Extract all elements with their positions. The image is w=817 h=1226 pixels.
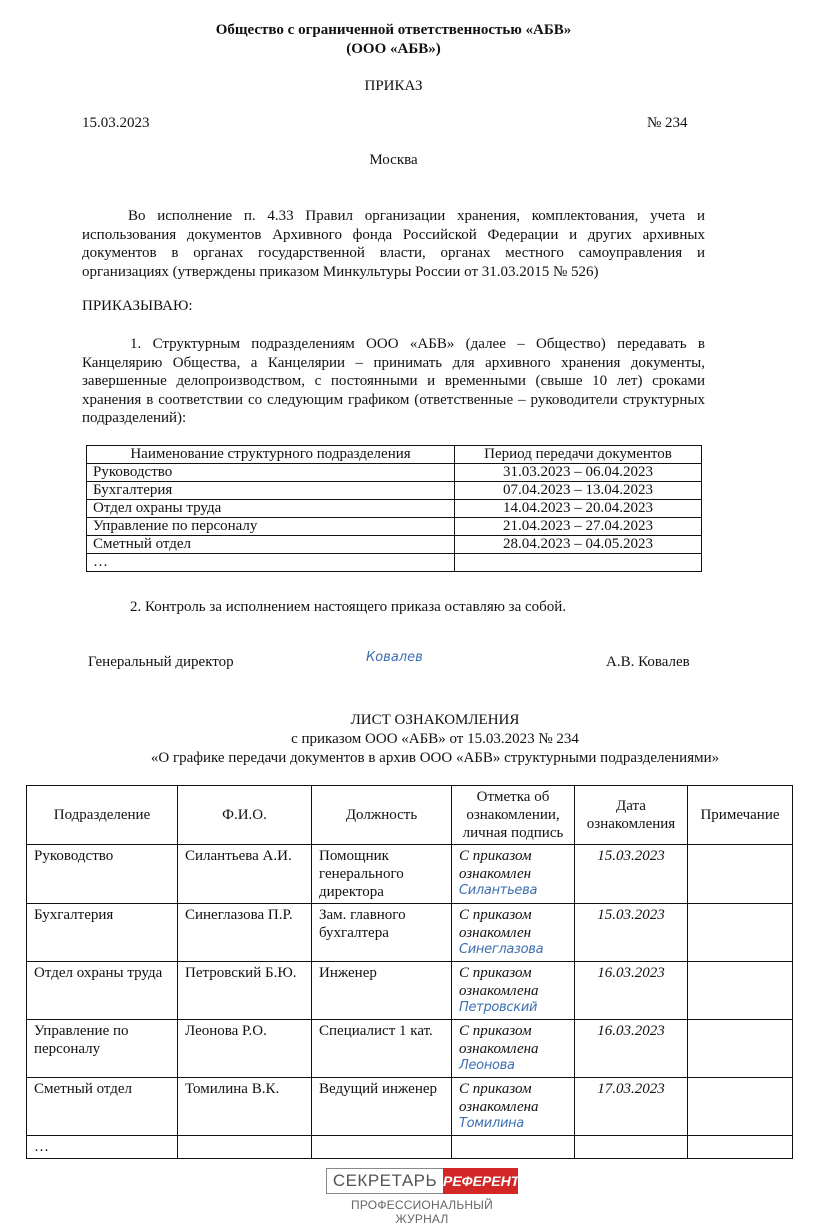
ack-dept: Руководство <box>27 845 178 904</box>
ack-fio: Петровский Б.Ю. <box>178 962 312 1020</box>
ack-signature: Синеглазова <box>459 942 544 957</box>
schedule-row <box>87 536 702 554</box>
org-full-name: Общество с ограниченной ответственностью «АБВ» <box>215 22 572 38</box>
schedule-period: 14.04.2023 – 20.04.2023 <box>455 500 702 518</box>
ack-position: Инженер <box>312 962 452 1020</box>
ack-note <box>688 962 793 1020</box>
ack-signature: Силантьева <box>459 883 538 898</box>
order-item-2: 2. Контроль за исполнением настоящего приказа оставляю за собой. <box>130 599 567 615</box>
order-word: ПРИКАЗЫВАЮ: <box>82 298 193 314</box>
ack-dept: Бухгалтерия <box>27 904 178 962</box>
schedule-period <box>455 554 702 572</box>
preamble-text: Во исполнение п. 4.33 Правил организации хранения, комплектования, учета и использования документов Архивного фонда Российской Федерации и других архивных документов в органах государственной власти, органах местного самоуправления и организациях (утверждены приказом Минкультуры России от 31.03.2015 № 526) <box>82 208 705 280</box>
signer-position: Генеральный директор <box>88 654 234 670</box>
ack-signature: Леонова <box>459 1058 515 1073</box>
schedule-row <box>87 554 702 572</box>
ack-date: 15.03.2023 <box>575 845 688 904</box>
ack-signature: Томилина <box>459 1116 524 1131</box>
ack-date: 17.03.2023 <box>575 1078 688 1136</box>
order-item-1: 1. Структурным подразделениям ООО «АБВ» (далее – Общество) передавать в Канцелярию Общества, а Канцелярии – принимать для архивного хранения документы, завершенные делопроизводством, с постоянными и временными (свыше 10 лет) сроками хранения в соответствии со следующим графиком (ответственные – руководители структурных подразделений): <box>82 336 705 426</box>
ack-date: 16.03.2023 <box>575 1020 688 1078</box>
ack-date: 15.03.2023 <box>575 904 688 962</box>
ack-row <box>27 845 793 904</box>
ack-header-date: Дата ознакомления <box>575 786 688 845</box>
ack-mark-cell <box>452 1020 575 1078</box>
ack-header-row <box>27 786 793 845</box>
ack-dept: Управление по персоналу <box>27 1020 178 1078</box>
ack-mark-cell <box>452 1078 575 1136</box>
handwritten-signature: Ковалев <box>366 650 423 665</box>
ack-header-fio: Ф.И.О. <box>178 786 312 845</box>
schedule-dept: … <box>87 554 455 572</box>
ack-mark: С приказом ознакомлен <box>459 907 532 941</box>
ack-position: Помощник генерального директора <box>312 845 452 904</box>
schedule-period: 31.03.2023 – 06.04.2023 <box>455 464 702 482</box>
schedule-header-period: Период передачи документов <box>455 446 702 464</box>
ack-mark: С приказом ознакомлена <box>459 965 539 999</box>
ack-fio: Синеглазова П.Р. <box>178 904 312 962</box>
schedule-header-dept: Наименование структурного подразделения <box>87 446 455 464</box>
ack-note <box>688 1020 793 1078</box>
ack-position: Ведущий инженер <box>312 1078 452 1136</box>
schedule-dept: Сметный отдел <box>87 536 455 554</box>
ack-row <box>27 1020 793 1078</box>
ack-fio: Силантьева А.И. <box>178 845 312 904</box>
schedule-dept: Бухгалтерия <box>87 482 455 500</box>
ack-note <box>688 1078 793 1136</box>
logo-right-text: РЕФЕРЕНТ <box>443 1168 518 1194</box>
ack-row <box>27 1078 793 1136</box>
schedule-row <box>87 500 702 518</box>
schedule-row <box>87 518 702 536</box>
ack-mark: С приказом ознакомлена <box>459 1023 539 1057</box>
order-date: 15.03.2023 <box>82 115 150 131</box>
ack-ellipsis: … <box>27 1136 178 1159</box>
journal-logo <box>326 1168 518 1194</box>
schedule-period: 21.04.2023 – 27.04.2023 <box>455 518 702 536</box>
ack-header-dept: Подразделение <box>27 786 178 845</box>
ack-date: 16.03.2023 <box>575 962 688 1020</box>
ack-mark-cell <box>452 845 575 904</box>
signer-name: А.В. Ковалев <box>606 654 690 670</box>
ack-mark: С приказом ознакомлен <box>459 848 532 882</box>
org-short-name: (ООО «АБВ») <box>346 41 441 57</box>
ack-table <box>26 785 793 1159</box>
ack-subtitle: с приказом ООО «АБВ» от 15.03.2023 № 234 <box>291 731 579 747</box>
ack-row <box>27 904 793 962</box>
ack-header-mark: Отметка об ознакомлении, личная подпись <box>452 786 575 845</box>
doc-type: ПРИКАЗ <box>364 78 423 94</box>
ack-title: ЛИСТ ОЗНАКОМЛЕНИЯ <box>350 712 520 728</box>
ack-subject: «О графике передачи документов в архив ООО «АБВ» структурными подразделениями» <box>150 750 720 766</box>
schedule-dept: Управление по персоналу <box>87 518 455 536</box>
schedule-row <box>87 482 702 500</box>
ack-row-ellipsis <box>27 1136 793 1159</box>
ack-mark: С приказом ознакомлена <box>459 1081 539 1115</box>
schedule-row <box>87 464 702 482</box>
ack-position: Специалист 1 кат. <box>312 1020 452 1078</box>
ack-note <box>688 845 793 904</box>
ack-dept: Сметный отдел <box>27 1078 178 1136</box>
schedule-header-row <box>87 446 702 464</box>
ack-note <box>688 904 793 962</box>
schedule-period: 28.04.2023 – 04.05.2023 <box>455 536 702 554</box>
logo-subtitle: ПРОФЕССИОНАЛЬНЫЙ ЖУРНАЛ <box>351 1198 493 1226</box>
ack-row <box>27 962 793 1020</box>
schedule-dept: Руководство <box>87 464 455 482</box>
ack-header-position: Должность <box>312 786 452 845</box>
ack-header-note: Примечание <box>688 786 793 845</box>
ack-mark-cell <box>452 904 575 962</box>
ack-fio: Леонова Р.О. <box>178 1020 312 1078</box>
ack-dept: Отдел охраны труда <box>27 962 178 1020</box>
order-number: № 234 <box>647 115 688 131</box>
ack-position: Зам. главного бухгалтера <box>312 904 452 962</box>
logo-left-text: СЕКРЕТАРЬ <box>326 1168 443 1194</box>
ack-signature: Петровский <box>459 1000 538 1015</box>
schedule-period: 07.04.2023 – 13.04.2023 <box>455 482 702 500</box>
order-city: Москва <box>369 152 418 168</box>
ack-mark-cell <box>452 962 575 1020</box>
ack-fio: Томилина В.К. <box>178 1078 312 1136</box>
schedule-dept: Отдел охраны труда <box>87 500 455 518</box>
schedule-table <box>86 445 702 572</box>
